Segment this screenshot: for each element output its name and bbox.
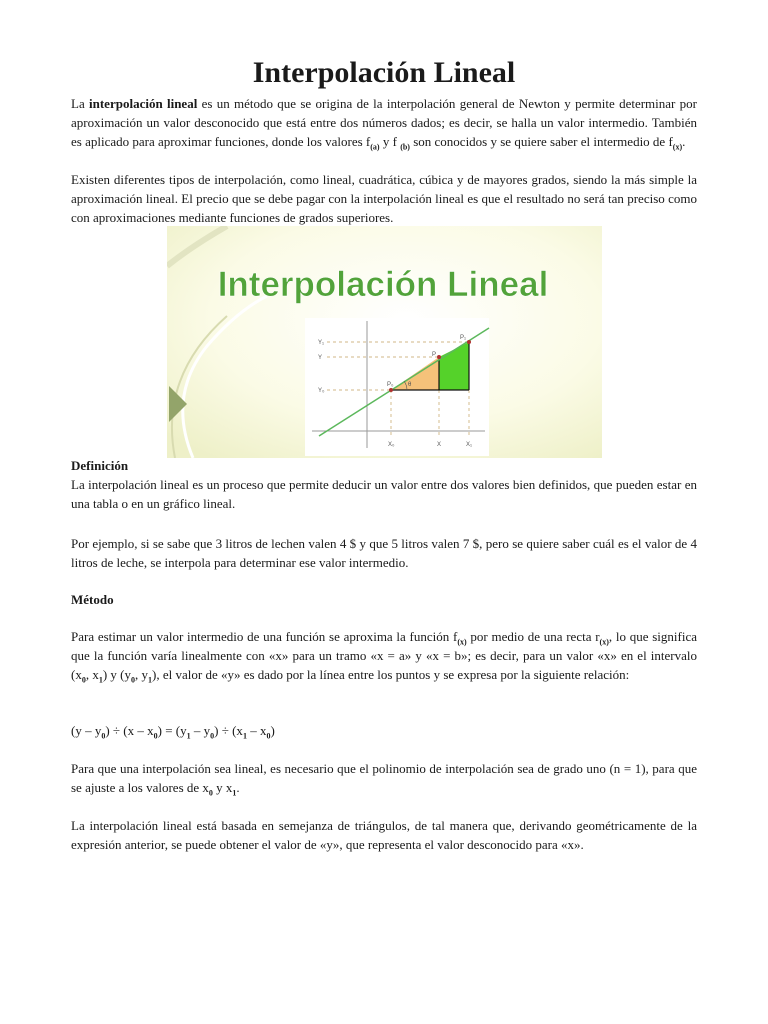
metodo-p2-text-c: . (236, 780, 240, 795)
label-y0: Y₀ (318, 388, 325, 394)
banner-graphic (167, 226, 602, 458)
label-x: X (437, 442, 442, 448)
label-y: Y (318, 355, 323, 361)
definicion-paragraph-2: Por ejemplo, si se sabe que 3 litros de lechen valen 4 $ y que 5 litros valen 7 $, pero se quiere saber cuál es el valor de 4 litros de leche, se interpola para determinar ese valor intermedio. (71, 536, 697, 570)
intro-bold-term: interpolación lineal (89, 96, 198, 111)
formula-part-a: (y – y (71, 723, 102, 738)
formula-sub-3: 1 (186, 731, 191, 741)
definicion-paragraph-1: La interpolación lineal es un proceso que permite deducir un valor entre dos valores bien definidos, que pueden estar en una tabla o en un gráfico lineal. (71, 477, 697, 511)
intro-paragraph-1 (71, 94, 697, 151)
intro-text-end: . (682, 134, 686, 149)
metodo-p2-text-b: y x (212, 780, 233, 795)
metodo-subscript-y0: 0 (131, 675, 136, 685)
metodo-paragraph-2 (71, 759, 697, 797)
metodo-subscript-y1: 1 (148, 675, 153, 685)
formula-part-e: ) ÷ (x (214, 723, 243, 738)
label-p0: P₀ (387, 382, 394, 388)
metodo-text-d: , x (85, 667, 99, 682)
metodo-text-a: Para estimar un valor intermedio de una función se aproxima la función f (71, 629, 458, 644)
point-p0 (389, 388, 393, 392)
metodo-text-g: ), el valor de «y» es dado por la línea entre los puntos y se expresa por la siguiente relación: (152, 667, 630, 682)
point-p1 (467, 340, 471, 344)
section-heading-metodo: Método (71, 592, 114, 607)
label-x0: X₀ (388, 442, 395, 448)
subscript-b: (b) (400, 142, 410, 152)
label-x1: X₁ (466, 442, 473, 448)
label-p: P (432, 352, 437, 358)
intro-paragraph-2: Existen diferentes tipos de interpolación, como lineal, cuadrática, cúbica y de mayores grados, siendo la más simple la aproximación lineal. El precio que se debe pagar con la interpolación lineal es que el resultado no será tan preciso como con aproximaciones mediante funciones de grados superiores. (71, 172, 697, 225)
intro-text-pre: La (71, 96, 90, 111)
formula-part-b: ) ÷ (x – x (105, 723, 154, 738)
label-y1: Y₁ (318, 340, 325, 346)
metodo-p2-text-a: Para que una interpolación sea lineal, es necesario que el polinomio de interpolación sea de grado uno (n = 1), para que se ajuste a los valores de x (71, 761, 697, 795)
metodo-paragraph-1 (71, 627, 697, 684)
metodo-text-c: , lo que significa que la función varía linealmente con «x» para un tramo «x = a» y «x = b»; es decir, para un valor «x» en el intervalo (x (71, 629, 697, 682)
metodo-text-f: , y (135, 667, 149, 682)
intro-text-post: son conocidos y se quiere saber el intermedio de f (409, 134, 673, 149)
subscript-x: (x) (672, 142, 683, 152)
formula-part-f: – x (246, 723, 267, 738)
formula-part-g: ) (270, 723, 275, 738)
intro-text-mid: es un método que se origina de la interpolación general de Newton y permite determinar por aproximación un valor desconocido que está entre dos números dados; es decir, se halla un valor intermedio. También es aplicado para aproximar funciones, donde los valores f (71, 96, 698, 149)
metodo-subscript-x0: 0 (81, 675, 86, 685)
interpolation-banner-image (167, 226, 602, 458)
formula-sub-1: 0 (101, 731, 106, 741)
metodo-paragraph-3: La interpolación lineal está basada en semejanza de triángulos, de tal manera que, derivando geométricamente de la expresión anterior, se puede obtener el valor de «y», que representa el valor desconocido para «x». (71, 818, 697, 852)
metodo-subscript-1: (x) (457, 637, 467, 647)
formula-sub-5: 1 (242, 731, 247, 741)
metodo-text-b: por medio de una recta r (466, 629, 600, 644)
metodo-p2-sub-0: 0 (208, 788, 213, 798)
section-heading-definicion: Definición (71, 458, 129, 473)
intro-text-y: y f (379, 134, 401, 149)
metodo-subscript-x1: 1 (98, 675, 103, 685)
banner-heading: Interpolación Lineal (217, 265, 549, 304)
formula-sub-2: 0 (153, 731, 158, 741)
subscript-a: (a) (370, 142, 380, 152)
label-p1: P₁ (460, 335, 467, 341)
metodo-p2-sub-1: 1 (232, 788, 237, 798)
formula-sub-4: 0 (210, 731, 215, 741)
metodo-text-e: ) y (y (102, 667, 132, 682)
point-p (437, 355, 441, 359)
metodo-subscript-2: (x) (599, 637, 609, 647)
formula-part-d: – y (190, 723, 211, 738)
formula-line (71, 721, 275, 740)
label-theta: θ (408, 382, 412, 388)
formula-part-c: ) = (y (157, 723, 187, 738)
formula-sub-6: 0 (266, 731, 271, 741)
page-title: Interpolación Lineal (252, 56, 516, 89)
